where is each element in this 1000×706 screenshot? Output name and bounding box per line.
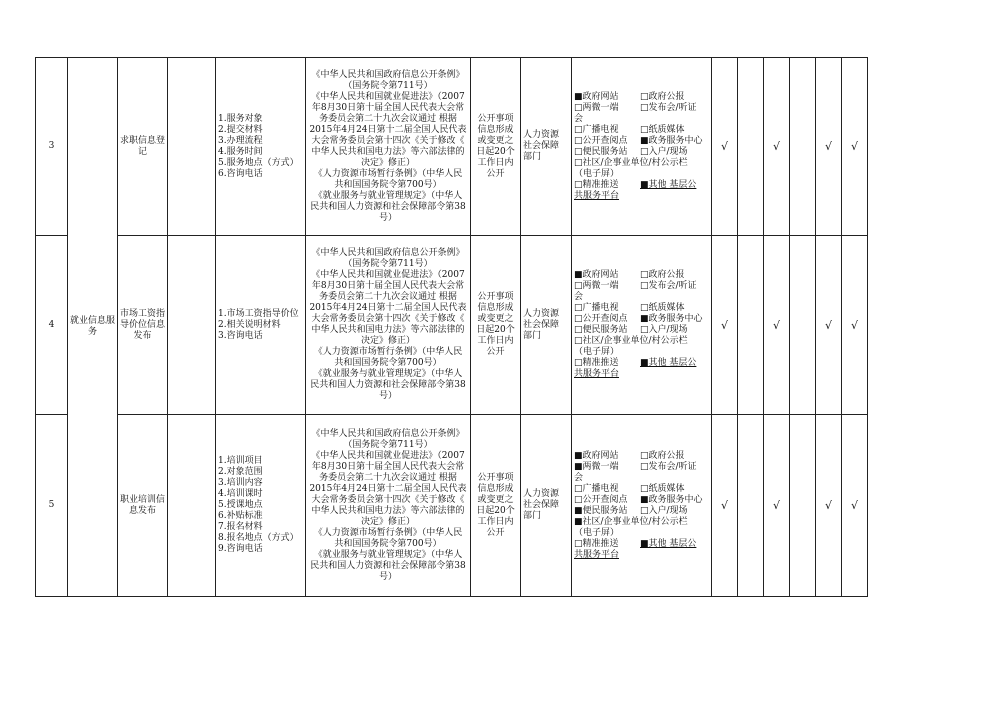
spacer-cell: [168, 58, 216, 236]
channels-cell: [572, 236, 712, 415]
channel-option: 共服务平台: [574, 190, 620, 201]
text-line: 5.服务地点（方式）: [218, 157, 299, 168]
text-line: 工作日内: [477, 157, 514, 168]
text-line: 3.办理流程: [218, 135, 263, 146]
mark-cell: √: [842, 415, 868, 597]
mark-cell: √: [816, 415, 842, 597]
text-line: 部门: [523, 152, 542, 162]
channel-option: □广播电视: [574, 124, 619, 135]
text-line: 日起20个: [476, 146, 515, 157]
text-line: 公开: [486, 168, 505, 179]
channel-option: （电子屏）: [574, 168, 620, 179]
channel-option: □纸质媒体: [640, 483, 685, 494]
text-line: 年8月30日第十届全国人民代表大会常: [311, 102, 465, 113]
responsible-subject: [521, 415, 572, 597]
mark-cell: √: [712, 415, 738, 597]
mark-cell: [738, 58, 764, 236]
mark-cell: √: [764, 58, 790, 236]
text-line: 《中华人民共和国政府信息公开条例》: [311, 248, 465, 258]
channel-option: □发布会/听证: [640, 461, 697, 472]
category-cell: 就业信息服务: [68, 58, 118, 597]
mark-cell: √: [764, 415, 790, 597]
channel-option: 会: [574, 472, 584, 483]
text-line: 人力资源: [523, 308, 560, 319]
channel-option: ■政务服务中心: [640, 135, 703, 146]
mark-cell: √: [842, 236, 868, 415]
table-row: [36, 236, 868, 415]
text-line: 9.咨询电话: [218, 544, 263, 554]
channel-option: □发布会/听证: [640, 102, 697, 113]
text-line: 工作日内: [477, 336, 514, 346]
mark-cell: √: [712, 58, 738, 236]
channel-option: ■政府网站: [574, 270, 619, 280]
text-line: 公开事项: [477, 113, 514, 124]
text-line: 《人力资源市场暂行条例》（中华人民: [313, 527, 463, 538]
basis-list: [306, 415, 471, 597]
text-line: 或变更之: [477, 494, 514, 505]
text-line: （国务院令第711号）: [343, 439, 433, 450]
text-line: 公开: [486, 347, 505, 357]
mark-cell: [738, 236, 764, 415]
text-line: 部门: [523, 511, 542, 521]
text-line: 中华人民共和国电力法》等六部法律的: [311, 325, 465, 335]
text-line: 1.服务对象: [218, 113, 263, 124]
channel-option: [640, 292, 710, 303]
channel-option: □便民服务站: [574, 146, 628, 157]
text-line: 4.培训课时: [218, 489, 263, 499]
text-line: 中华人民共和国电力法》等六部法律的: [311, 505, 465, 516]
text-line: 务委员会第二十九次会议通过 根据: [319, 113, 457, 124]
channel-option: [640, 473, 710, 484]
text-line: 号）: [378, 212, 397, 223]
channel-option: □发布会/听证: [640, 281, 697, 291]
text-line: 日起20个: [476, 505, 515, 516]
text-line: 8.报名地点（方式）: [218, 533, 299, 543]
text-line: 共和国国务院令第700号）: [334, 179, 442, 190]
channel-option: ■政务服务中心: [640, 314, 703, 324]
text-line: 1.市场工资指导价位: [218, 308, 299, 319]
channel-option: ■政府网站: [574, 450, 619, 461]
text-line: 中华人民共和国电力法》等六部法律的: [311, 146, 465, 157]
mark-cell: √: [842, 58, 868, 236]
channel-option: □两微一端: [574, 102, 619, 113]
text-line: 信息形成: [477, 124, 514, 135]
text-line: 2015年4月24日第十二届全国人民代表: [309, 483, 467, 494]
channel-option: □广播电视: [574, 483, 619, 494]
text-line: 公开事项: [477, 292, 514, 302]
row-number: 5: [36, 415, 68, 597]
table-body: [36, 58, 868, 597]
channel-option: □公开查阅点: [574, 314, 628, 324]
text-line: 1.培训项目: [218, 456, 263, 466]
channel-option: ■政务服务中心: [640, 494, 703, 505]
time-limit: [471, 236, 521, 415]
channel-option: [640, 169, 710, 180]
time-limit: [471, 58, 521, 236]
row-number: 3: [36, 58, 68, 236]
item-name: 求职信息登记: [118, 58, 168, 236]
item-name: 职业培训信息发布: [118, 415, 168, 597]
text-line: 《就业服务与就业管理规定》（中华人: [313, 190, 463, 201]
spacer-cell: [168, 236, 216, 415]
text-line: 民共和国人力资源和社会保障部令第38: [310, 201, 466, 212]
channel-option: □入户/现场: [640, 325, 688, 335]
text-line: 社会保障: [523, 500, 560, 510]
text-line: 《人力资源市场暂行条例》（中华人民: [313, 347, 463, 357]
disclosure-table: [35, 57, 868, 597]
responsible-subject: [521, 236, 572, 415]
channel-option: 会: [574, 292, 584, 302]
channel-grid: [574, 270, 709, 380]
text-line: 务委员会第二十九次会议通过 根据: [319, 472, 457, 483]
text-line: 号）: [378, 571, 397, 582]
text-line: 人力资源: [523, 489, 560, 499]
channel-option: □政府公报: [640, 450, 685, 461]
channel-option: （电子屏）: [574, 347, 620, 357]
mark-cell: √: [764, 236, 790, 415]
channel-option: [640, 114, 710, 125]
text-line: 号）: [378, 391, 397, 401]
channel-option: □政府公报: [640, 91, 685, 102]
text-line: 共和国国务院令第700号）: [334, 538, 442, 549]
basis-list: [306, 236, 471, 415]
channel-option: ■两微一端: [574, 461, 619, 472]
channel-option: □入户/现场: [640, 146, 688, 157]
text-line: 《中华人民共和国政府信息公开条例》: [311, 69, 465, 80]
text-line: 《中华人民共和国就业促进法》（2007: [311, 270, 465, 280]
channel-option: [640, 347, 710, 358]
text-line: 或变更之: [477, 135, 514, 146]
text-line: 公开: [486, 527, 505, 538]
channel-grid: [574, 451, 709, 561]
table-row: [36, 415, 868, 597]
text-line: 社会保障: [523, 141, 560, 151]
text-line: 3.咨询电话: [218, 330, 263, 341]
text-line: 共和国国务院令第700号）: [334, 358, 442, 368]
text-line: 2.提交材料: [218, 124, 263, 135]
text-line: 《人力资源市场暂行条例》（中华人民: [313, 168, 463, 179]
channel-option: [640, 528, 710, 539]
channel-option: □广播电视: [574, 303, 619, 313]
content-list: [216, 415, 306, 597]
channel-option: □社区/企事业单位/村公示栏: [574, 336, 688, 346]
text-line: 《中华人民共和国就业促进法》（2007: [311, 450, 465, 461]
spacer-cell: [168, 415, 216, 597]
basis-list: [306, 58, 471, 236]
text-line: 信息形成: [477, 483, 514, 494]
channel-option: ■其他 基层公: [640, 179, 697, 190]
channel-option: 共服务平台: [574, 549, 620, 560]
text-line: 人力资源: [523, 130, 560, 140]
text-line: 民共和国人力资源和社会保障部令第38: [310, 380, 466, 390]
channel-option: □精准推送: [574, 179, 619, 190]
text-line: 公开事项: [477, 472, 514, 483]
text-line: 年8月30日第十届全国人民代表大会常: [311, 281, 465, 291]
mark-cell: √: [816, 58, 842, 236]
text-line: 部门: [523, 330, 542, 341]
content-list: [216, 236, 306, 415]
text-line: 《中华人民共和国就业促进法》（2007: [311, 91, 465, 102]
text-line: 信息形成: [477, 303, 514, 313]
mark-cell: √: [816, 236, 842, 415]
text-line: 决定》修正）: [360, 157, 415, 168]
text-line: 3.培训内容: [218, 478, 263, 488]
text-line: 《就业服务与就业管理规定》（中华人: [313, 369, 463, 379]
mark-cell: [790, 415, 816, 597]
channel-option: 会: [574, 113, 584, 124]
text-line: 务委员会第二十九次会议通过 根据: [319, 292, 457, 302]
channel-option: □两微一端: [574, 281, 619, 291]
channel-option: □便民服务站: [574, 325, 628, 335]
channel-option: ■其他 基层公: [640, 538, 697, 549]
text-line: 2015年4月24日第十二届全国人民代表: [309, 124, 467, 135]
text-line: 5.授课地点: [218, 500, 263, 510]
channel-option: □精准推送: [574, 358, 619, 368]
text-line: 社会保障: [523, 319, 560, 330]
text-line: 《就业服务与就业管理规定》（中华人: [313, 549, 463, 560]
row-number: 4: [36, 236, 68, 415]
text-line: 大会常务委员会第十四次《关于修改《: [311, 494, 465, 505]
text-line: 日起20个: [476, 325, 515, 335]
channel-option: □公开查阅点: [574, 135, 628, 146]
channel-option: □纸质媒体: [640, 303, 685, 313]
channel-option: （电子屏）: [574, 527, 620, 538]
time-limit: [471, 415, 521, 597]
text-line: 大会常务委员会第十四次《关于修改《: [311, 135, 465, 146]
responsible-subject: [521, 58, 572, 236]
channel-option: ■其他 基层公: [640, 358, 697, 368]
text-line: 2.相关说明材料: [218, 319, 281, 330]
text-line: 决定》修正）: [360, 336, 415, 346]
channels-cell: [572, 58, 712, 236]
text-line: 《中华人民共和国政府信息公开条例》: [311, 428, 465, 439]
text-line: （国务院令第711号）: [343, 259, 433, 269]
mark-cell: [738, 415, 764, 597]
text-line: 或变更之: [477, 314, 514, 324]
channel-option: □纸质媒体: [640, 124, 685, 135]
channel-option: 共服务平台: [574, 369, 620, 379]
item-name: 市场工资指导价位信息发布: [118, 236, 168, 415]
mark-cell: √: [712, 236, 738, 415]
text-line: 年8月30日第十届全国人民代表大会常: [311, 461, 465, 472]
channel-grid: [574, 92, 709, 202]
text-line: 民共和国人力资源和社会保障部令第38: [310, 560, 466, 571]
text-line: 7.报名材料: [218, 522, 263, 532]
channel-option: □公开查阅点: [574, 494, 628, 505]
channel-option: ■社区/企事业单位/村公示栏: [574, 516, 688, 527]
channels-cell: [572, 415, 712, 597]
channel-option: □精准推送: [574, 538, 619, 549]
text-line: 4.服务时间: [218, 146, 263, 157]
text-line: 工作日内: [477, 516, 514, 527]
mark-cell: [790, 236, 816, 415]
text-line: （国务院令第711号）: [343, 80, 433, 91]
content-list: [216, 58, 306, 236]
text-line: 决定》修正）: [360, 516, 415, 527]
channel-option: □社区/企事业单位/村公示栏: [574, 157, 688, 168]
text-line: 大会常务委员会第十四次《关于修改《: [311, 314, 465, 324]
mark-cell: [790, 58, 816, 236]
channel-option: □入户/现场: [640, 505, 688, 516]
channel-option: ■政府网站: [574, 91, 619, 102]
text-line: 2.对象范围: [218, 467, 263, 477]
text-line: 2015年4月24日第十二届全国人民代表: [309, 303, 467, 313]
table-row: [36, 58, 868, 236]
channel-option: □政府公报: [640, 270, 685, 280]
text-line: 6.补贴标准: [218, 511, 263, 521]
text-line: 6.咨询电话: [218, 168, 263, 179]
channel-option: ■便民服务站: [574, 505, 628, 516]
